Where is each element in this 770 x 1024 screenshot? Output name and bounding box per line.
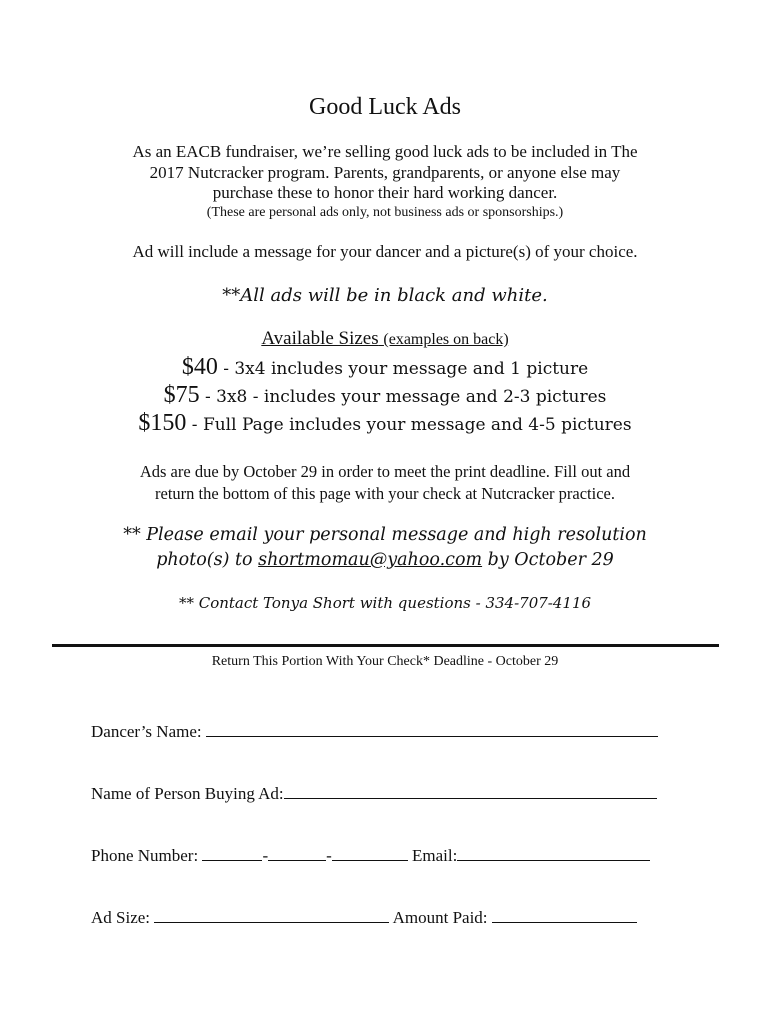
buyer-name-label: Name of Person Buying Ad: xyxy=(91,784,284,803)
buyer-name-field xyxy=(91,782,657,805)
email-suffix: by October 29 xyxy=(482,550,614,570)
phone-line-blank[interactable] xyxy=(332,844,408,861)
price-value: $150 xyxy=(138,410,187,436)
email-link[interactable]: shortmomau@yahoo.com xyxy=(258,550,483,570)
phone-sep: - xyxy=(326,846,332,865)
intro-line-1: As an EACB fundraiser, we’re selling good luck ads to be included in The xyxy=(132,142,638,161)
sizes-heading-note: (examples on back) xyxy=(383,331,509,348)
amount-label: Amount Paid: xyxy=(389,908,492,927)
dancer-name-blank[interactable] xyxy=(206,720,658,737)
email-line-2 xyxy=(0,548,770,573)
due-line-1: Ads are due by October 29 in order to meet the print deadline. Fill out and xyxy=(139,462,631,481)
dancer-name-field xyxy=(91,720,658,743)
adsize-amount-field xyxy=(91,906,637,929)
phone-label: Phone Number: xyxy=(91,846,203,865)
email-label: Email: xyxy=(407,846,458,865)
intro-paragraph xyxy=(0,142,770,222)
adsize-blank[interactable] xyxy=(154,906,389,923)
cut-divider xyxy=(52,644,719,647)
sizes-heading-label: Available Sizes xyxy=(261,328,379,349)
amount-blank[interactable] xyxy=(492,906,637,923)
sizes-heading xyxy=(0,327,770,352)
due-line-2: return the bottom of this page with your check at Nutcracker practice. xyxy=(155,484,615,503)
intro-line-3: purchase these to honor their hard working dancer. xyxy=(212,183,558,202)
adsize-label: Ad Size: xyxy=(91,908,155,927)
email-line-1: ** Please email your personal message and high resolution xyxy=(123,525,647,545)
black-white-note: **All ads will be in black and white. xyxy=(222,285,548,306)
buyer-name-blank[interactable] xyxy=(284,782,657,799)
phone-sep: - xyxy=(262,846,269,865)
return-note: Return This Portion With Your Check* Deadline - October 29 xyxy=(211,654,559,669)
email-instructions xyxy=(0,523,770,573)
intro-line-2: 2017 Nutcracker program. Parents, grandparents, or anyone else may xyxy=(149,162,621,182)
price-value: $75 xyxy=(163,382,200,408)
include-text: Ad will include a message for your dancer and a picture(s) of your choice. xyxy=(132,242,638,261)
due-paragraph xyxy=(0,461,770,505)
phone-area-blank[interactable] xyxy=(202,844,262,861)
dancer-name-label: Dancer’s Name: xyxy=(91,722,206,741)
price-row xyxy=(0,409,770,439)
price-row xyxy=(0,381,770,411)
price-row xyxy=(0,353,770,383)
price-value: $40 xyxy=(181,354,218,380)
intro-note: (These are personal ads only, not business ads or sponsorships.) xyxy=(206,204,564,220)
email-prefix: photo(s) to xyxy=(156,550,259,570)
contact-note: ** Contact Tonya Short with questions - 334-707-4116 xyxy=(178,594,592,612)
price-description: - 3x8 - includes your message and 2-3 pictures xyxy=(199,387,607,407)
page-title: Good Luck Ads xyxy=(309,94,461,120)
price-description: - Full Page includes your message and 4-5 pictures xyxy=(186,415,632,435)
price-description: - 3x4 includes your message and 1 picture xyxy=(217,359,589,379)
email-blank[interactable] xyxy=(457,844,650,861)
phone-prefix-blank[interactable] xyxy=(268,844,326,861)
phone-email-field xyxy=(91,844,650,867)
